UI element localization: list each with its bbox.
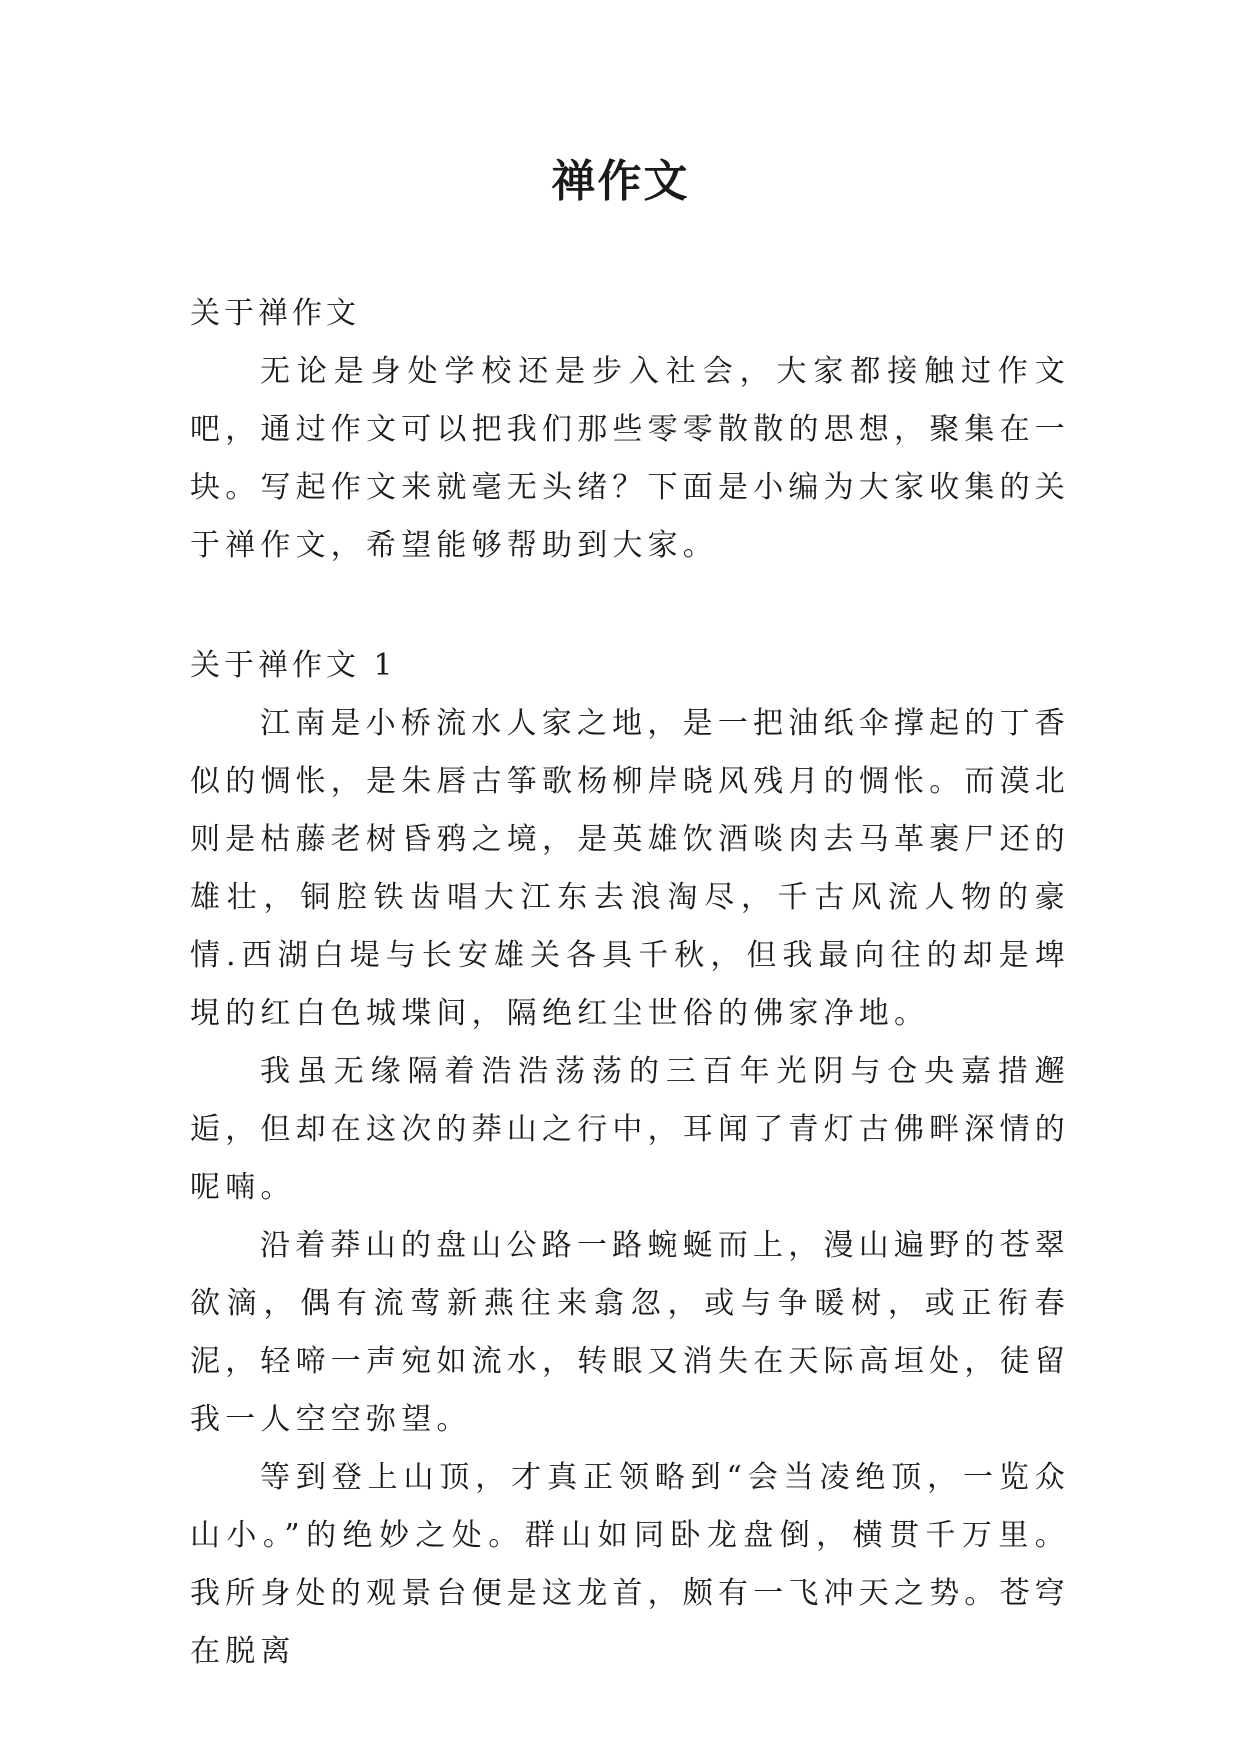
intro-heading: 关于禅作文	[190, 296, 360, 331]
intro-paragraph: 无论是身处学校还是步入社会，大家都接触过作文吧，通过作文可以把我们那些零零散散的思想，聚集在一块。写起作文来就毫无头绪？下面是小编为大家收集的关于禅作文，希望能够帮助到大家。	[190, 354, 1070, 563]
document-title: 禅作文	[551, 156, 690, 207]
document-body	[190, 285, 1070, 1681]
essay-1-paragraph-4: 等到登上山顶，才真正领略到“会当凌绝顶，一览众山小。”的绝妙之处。群山如同卧龙盘倒，横贯千万里。我所身处的观景台便是这龙首，颇有一飞冲天之势。苍穹在脱离	[190, 1460, 1070, 1669]
essay-1-heading: 关于禅作文 1	[190, 648, 397, 683]
section-spacer	[190, 575, 1070, 637]
essay-1-paragraph-3: 沿着莽山的盘山公路一路蜿蜒而上，漫山遍野的苍翠欲滴，偶有流莺新燕往来翕忽，或与争暖树，或正衔春泥，轻啼一声宛如流水，转眼又消失在天际高垣处，徒留我一人空空弥望。	[190, 1228, 1070, 1437]
essay-1-paragraph-1: 江南是小桥流水人家之地，是一把油纸伞撑起的丁香似的惆怅，是朱唇古筝歌杨柳岸晓风残月的惆怅。而漠北则是枯藤老树昏鸦之境，是英雄饮酒啖肉去马革裹尸还的雄壮，铜腔铁齿唱大江东去浪淘尽，千古风流人物的豪情.西湖白堤与长安雄关各具千秋，但我最向往的却是埤垷的红白色城堞间，隔绝红尘世俗的佛家净地。	[190, 706, 1070, 1031]
essay-1-paragraph-2: 我虽无缘隔着浩浩荡荡的三百年光阴与仓央嘉措邂逅，但却在这次的莽山之行中，耳闻了青灯古佛畔深情的呢喃。	[190, 1054, 1070, 1205]
